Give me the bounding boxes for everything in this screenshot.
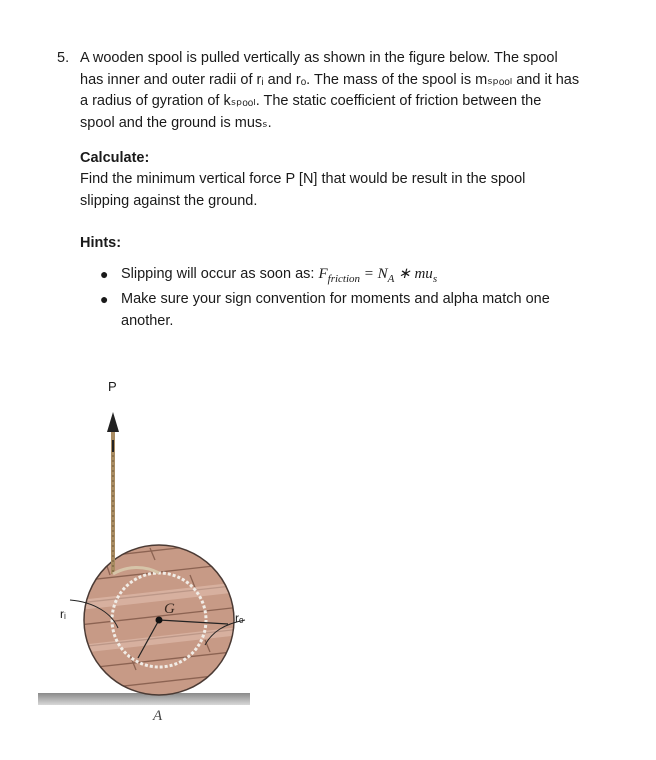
center-point [156, 617, 163, 624]
hint-line: another. [121, 312, 174, 329]
statement-line: has inner and outer radii of rᵢ and rₒ. The mass of the spool is mₛₚₒₒₗ and it has [80, 71, 580, 88]
force-arrow-head [107, 412, 119, 432]
hint-item-1 [121, 264, 437, 291]
spool-figure [0, 360, 656, 760]
calculate-line: Find the minimum vertical force P [N] that would be result in the spool [80, 171, 526, 187]
label-force-p: P [108, 379, 117, 394]
statement-line: a radius of gyration of kₛₚₒₒₗ. The static coefficient of friction between the [80, 93, 542, 109]
calculate-line: slipping against the ground. [80, 192, 258, 209]
calculate-text [80, 169, 640, 212]
bullet-marker: ● [100, 291, 109, 307]
statement-line: spool and the ground is musₛ. [80, 114, 272, 131]
ground [38, 693, 250, 705]
hint-line: Make sure your sign convention for moments and alpha match one [121, 291, 550, 307]
bullet-marker: ● [100, 266, 109, 282]
label-inner-radius: rᵢ [60, 607, 66, 621]
hint-text: Slipping will occur as soon as: [121, 266, 315, 282]
hint-item-2 [121, 289, 621, 332]
label-outer-radius: rₒ [235, 611, 244, 625]
problem-statement [80, 48, 640, 134]
statement-line: A wooden spool is pulled vertically as shown in the figure below. The spool [80, 50, 558, 66]
hints-heading: Hints: [80, 235, 122, 251]
calculate-heading: Calculate: [80, 150, 150, 166]
hint-formula: $F_{friction} = N_A$ ∗ $mu_s$ [318, 266, 438, 285]
label-contact-a: A [153, 708, 163, 724]
label-center-g: G [164, 601, 175, 617]
problem-number: 5. [57, 50, 70, 66]
